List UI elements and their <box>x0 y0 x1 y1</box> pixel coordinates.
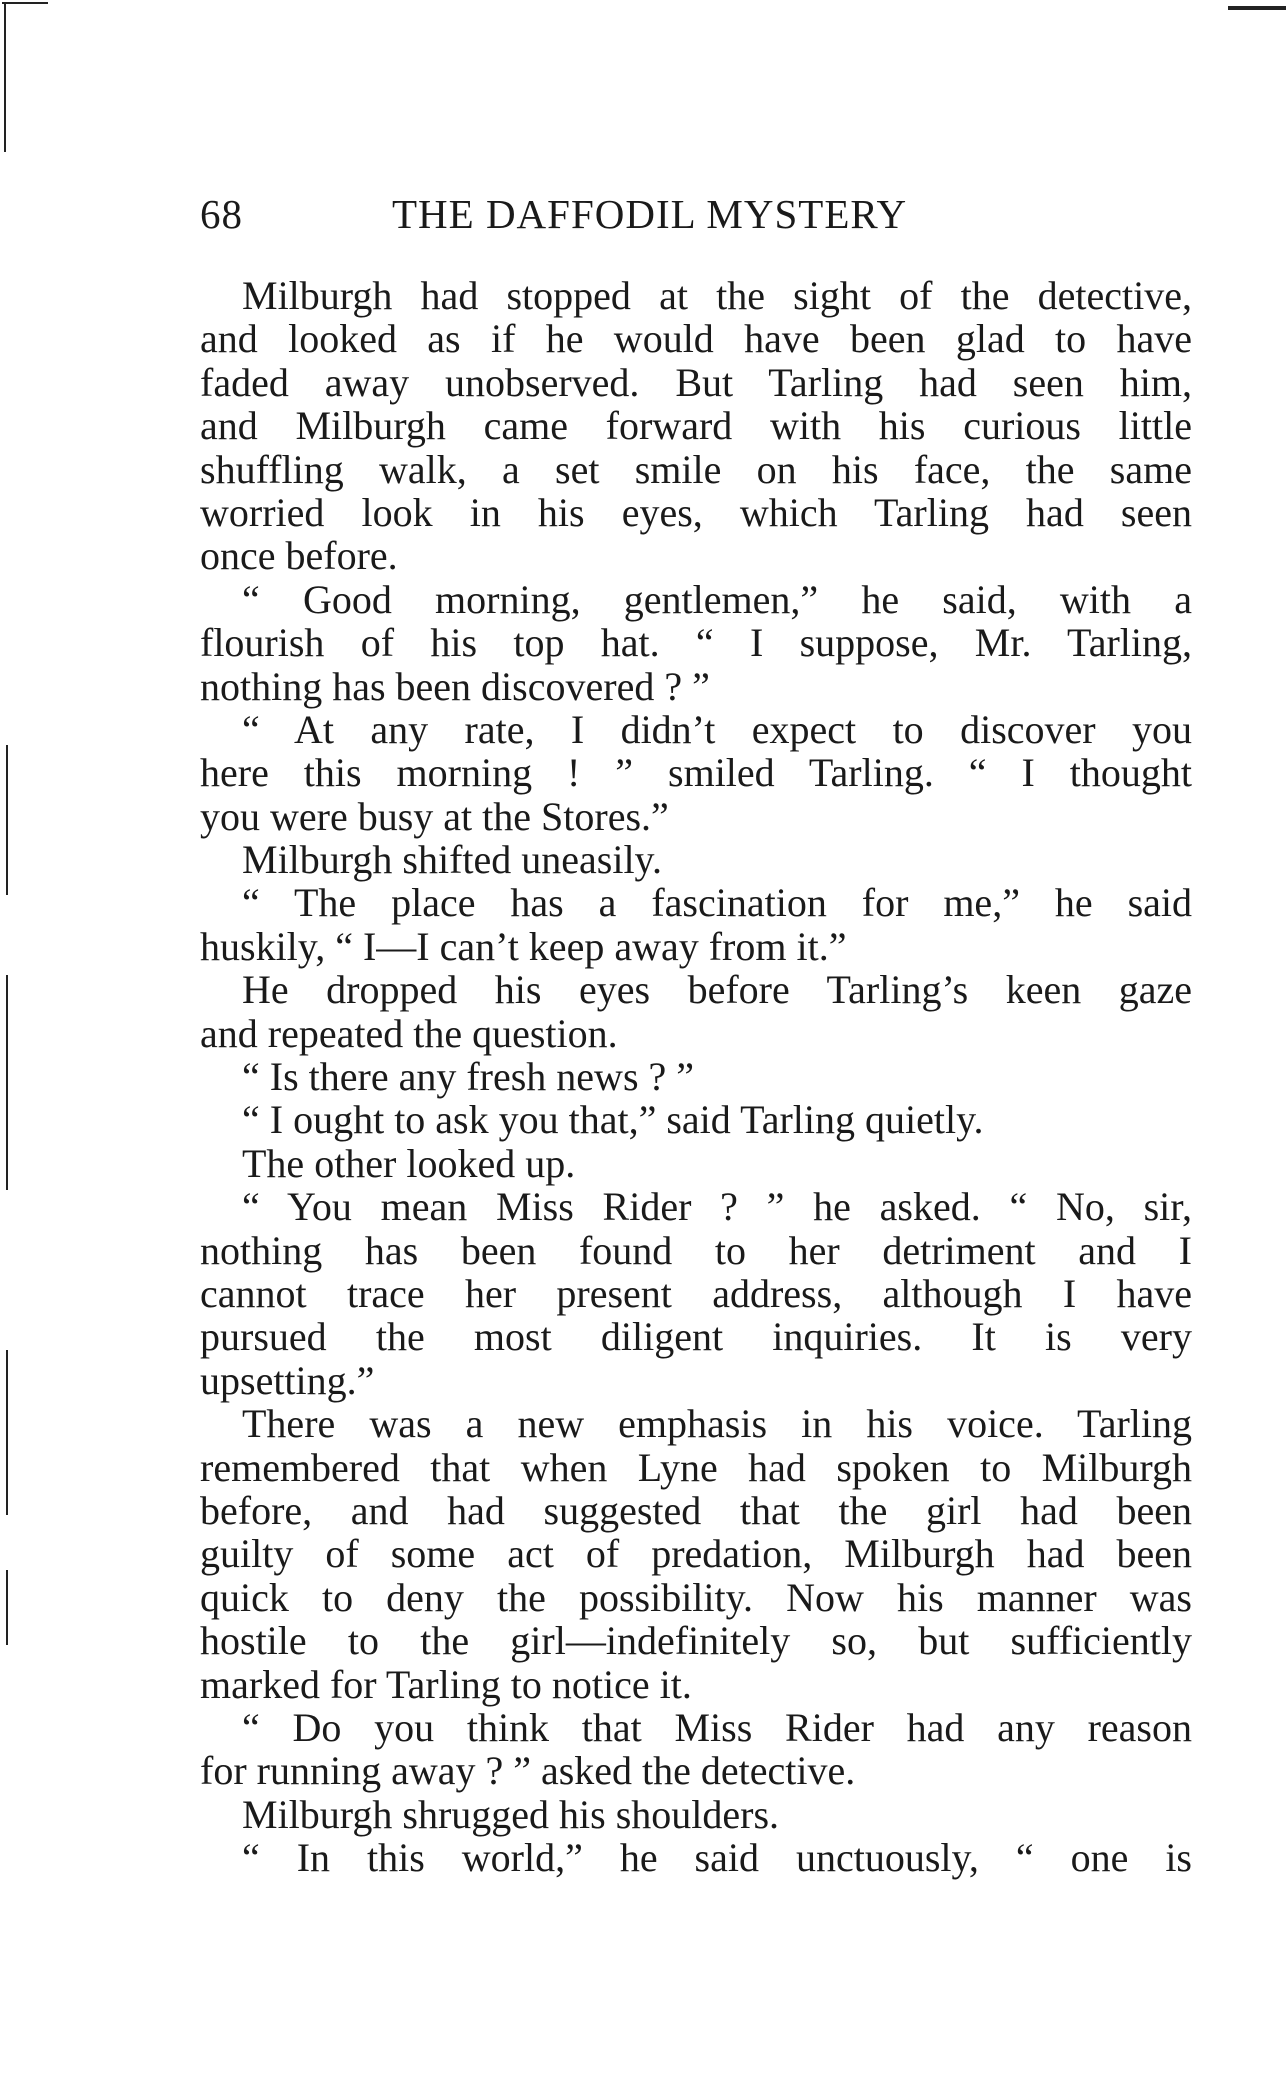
text-line: guilty of some act of predation, Milburgh had been <box>200 1531 1192 1577</box>
text-line: faded away unobserved. But Tarling had seen him, <box>200 359 1192 405</box>
scan-edge-left-1 <box>6 745 8 895</box>
book-page <box>200 190 1192 1879</box>
text-line: here this morning ! ” smiled Tarling. “ I thought <box>200 750 1192 796</box>
text-line: “ Is there any fresh news ? ” <box>242 1054 695 1100</box>
text-line: and Milburgh came forward with his curious little <box>200 403 1192 449</box>
text-line: you were busy at the Stores.” <box>200 793 669 839</box>
text-line: “ In this world,” he said unctuously, “ one is <box>242 1835 1192 1881</box>
text-line: and looked as if he would have been glad to have <box>200 316 1192 362</box>
text-line: once before. <box>200 533 398 579</box>
running-title: THE DAFFODIL MYSTERY <box>392 191 908 237</box>
text-line: quick to deny the possibility. Now his manner was <box>200 1574 1192 1620</box>
text-line: “ The place has a fascination for me,” he said <box>242 880 1192 926</box>
text-line: He dropped his eyes before Tarling’s keen gaze <box>242 967 1192 1013</box>
text-line: marked for Tarling to notice it. <box>200 1661 692 1707</box>
text-line: “ I ought to ask you that,” said Tarling quietly. <box>242 1097 984 1143</box>
text-line: nothing has been found to her detriment and I <box>200 1227 1192 1273</box>
text-line: The other looked up. <box>242 1140 576 1186</box>
scan-edge-left-4 <box>6 1570 8 1645</box>
scan-edge-top-left <box>2 2 48 4</box>
text-line: flourish of his top hat. “ I suppose, Mr. Tarling, <box>200 620 1192 666</box>
text-line: Milburgh shrugged his shoulders. <box>242 1791 780 1837</box>
text-line: worried look in his eyes, which Tarling had seen <box>200 489 1192 535</box>
text-line: Milburgh shifted uneasily. <box>242 837 662 883</box>
text-line: before, and had suggested that the girl had been <box>200 1487 1192 1533</box>
text-line: cannot trace her present address, although I have <box>200 1270 1192 1316</box>
text-line: remembered that when Lyne had spoken to Milburgh <box>200 1444 1192 1490</box>
scan-edge-left-2 <box>6 975 8 1190</box>
text-line: There was a new emphasis in his voice. Tarling <box>242 1401 1192 1447</box>
text-line: hostile to the girl—indefinitely so, but sufficiently <box>200 1618 1192 1664</box>
scan-edge-left-top <box>4 2 6 152</box>
text-line: nothing has been discovered ? ” <box>200 663 710 709</box>
running-head <box>200 190 1192 250</box>
text-line: upsetting.” <box>200 1357 375 1403</box>
scan-edge-left-3 <box>6 1350 8 1515</box>
text-line: “ At any rate, I didn’t expect to discover you <box>242 706 1192 752</box>
text-line: shuffling walk, a set smile on his face, the same <box>200 446 1192 492</box>
text-line: and repeated the question. <box>200 1010 618 1056</box>
text-line: “ Good morning, gentlemen,” he said, with a <box>242 576 1192 622</box>
text-line: for running away ? ” asked the detective. <box>200 1748 856 1794</box>
scan-edge-top-right <box>1228 6 1286 10</box>
text-line: pursued the most diligent inquiries. It is very <box>200 1314 1192 1360</box>
text-line: “ You mean Miss Rider ? ” he asked. “ No, sir, <box>242 1184 1192 1230</box>
text-line: huskily, “ I—I can’t keep away from it.” <box>200 923 847 969</box>
body-text <box>200 274 1192 1879</box>
text-line: “ Do you think that Miss Rider had any reason <box>242 1704 1192 1750</box>
text-line: Milburgh had stopped at the sight of the detective, <box>242 273 1192 318</box>
page-number: 68 <box>200 191 243 237</box>
